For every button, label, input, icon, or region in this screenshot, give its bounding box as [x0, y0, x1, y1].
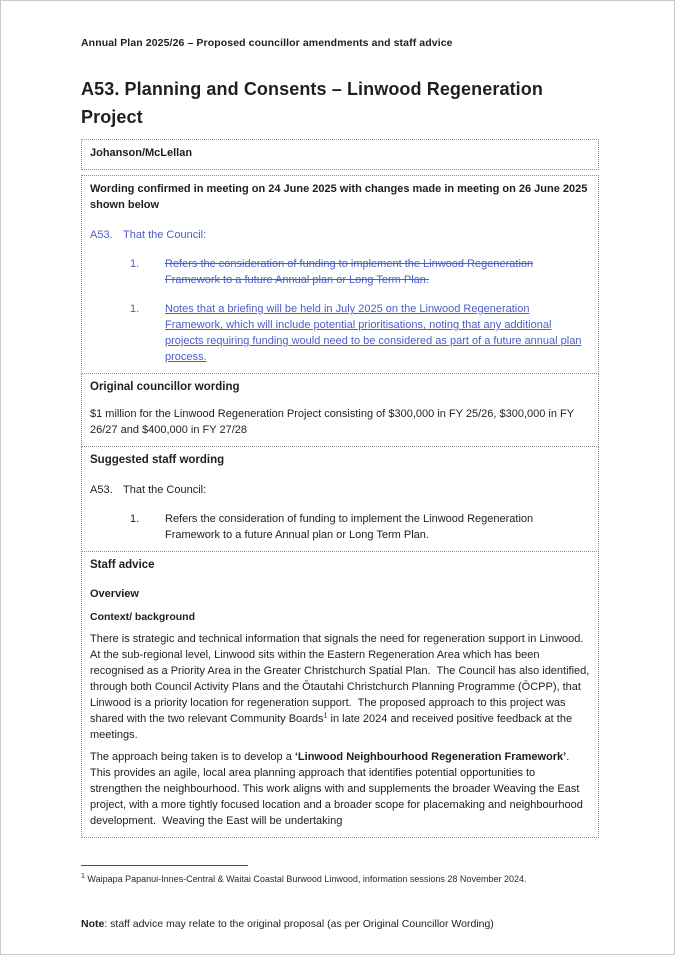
confirmed-clause-line — [90, 227, 590, 243]
inserted-resolution-text: Notes that a briefing will be held in July 2025 on the Linwood Regeneration Framework, which will include potential prioritisations, noting that any additional projects requiring funding would need to be considered as part of a future annual plan process. — [165, 303, 582, 363]
original-wording-section — [81, 373, 599, 447]
page-title: A53. Planning and Consents – Linwood Regeneration Project — [81, 79, 543, 127]
footnote-marker: 1 — [81, 873, 85, 880]
document-header: Annual Plan 2025/26 – Proposed councillor amendments and staff advice — [81, 37, 453, 49]
original-wording-text: $1 million for the Linwood Regeneration Project consisting of $300,000 in FY 25/26, $300,000 in FY 26/27 and $400,000 in FY 27/28 — [90, 408, 577, 436]
item-number: 1. — [130, 258, 140, 270]
bottom-note — [81, 917, 599, 932]
footnote-text: Waipapa Papanui-Innes-Central & Waitai Coastal Burwood Linwood, information sessions 28 November 2024. — [84, 874, 527, 884]
staff-advice-section — [81, 551, 599, 838]
clause-ref: A53. — [90, 484, 113, 496]
proposer-box — [81, 139, 599, 170]
context-background-heading: Context/ background — [90, 611, 196, 623]
footnote — [81, 873, 599, 886]
inserted-resolution-item — [90, 301, 590, 365]
framework-name-bold: ‘Linwood Neighbourhood Regeneration Framework’ — [294, 751, 567, 763]
para2-text-continued: . This provides an agile, local area planning approach that identifies potential opportunities to strengthen the neighbourhood. This work aligns with and supplements the broader Weaving the East project, with a more tightly focused location and a broader scope for placemaking and neighbourhood development. Weaving the East will be undertaking — [90, 751, 586, 827]
suggested-wording-heading: Suggested staff wording — [90, 454, 225, 466]
para2-text: The approach being taken is to develop a — [90, 751, 295, 763]
para1-text: There is strategic and technical information that signals the need for regeneration support in Linwood. At the sub-regional level, Linwood sits within the Eastern Regeneration Area which has been recognised as a Priority Area in the Greater Christchurch Spatial Plan. The Council has also identified, through both Council Activity Plans and the Ōtautahi Christchurch Planning Programme (ŌCPP), that Linwood is a priority location for regeneration support. The proposed approach to this project was shared with the two relevant Community Boards — [90, 633, 593, 725]
deleted-resolution-text: Refers the consideration of funding to implement the Linwood Regeneration Framework to a future Annual plan or Long Term Plan. — [165, 258, 534, 286]
note-text: : staff advice may relate to the original proposal (as per Original Councillor Wording) — [104, 918, 494, 930]
clause-intro: That the Council: — [123, 484, 207, 496]
footnote-reference-marker: 1 — [323, 712, 328, 720]
suggested-wording-section — [81, 446, 599, 552]
staff-advice-heading: Staff advice — [90, 559, 155, 571]
page-content — [81, 1, 599, 932]
footnote-separator — [81, 865, 248, 866]
confirmed-wording-heading: Wording confirmed in meeting on 24 June 2025 with changes made in meeting on 26 June 2025 shown below — [90, 183, 588, 211]
note-label: Note — [81, 918, 105, 930]
overview-heading: Overview — [90, 588, 139, 600]
item-number: 1. — [130, 513, 140, 525]
item-number: 1. — [130, 303, 140, 315]
confirmed-wording-section — [81, 175, 599, 374]
context-paragraph-2 — [90, 749, 590, 829]
clause-ref: A53. — [90, 229, 113, 241]
deleted-resolution-item — [90, 256, 590, 288]
suggested-resolution-text: Refers the consideration of funding to implement the Linwood Regeneration Framework to a future Annual plan or Long Term Plan. — [165, 513, 534, 541]
clause-intro: That the Council: — [123, 229, 207, 241]
proposer-names: Johanson/McLellan — [90, 147, 193, 159]
suggested-resolution-item — [90, 511, 590, 543]
context-paragraph-1 — [90, 631, 593, 743]
suggested-clause-line — [90, 482, 590, 498]
para1-text-continued: in late 2024 and received positive feedback at the meetings. — [90, 713, 576, 741]
original-wording-heading: Original councillor wording — [90, 381, 240, 393]
